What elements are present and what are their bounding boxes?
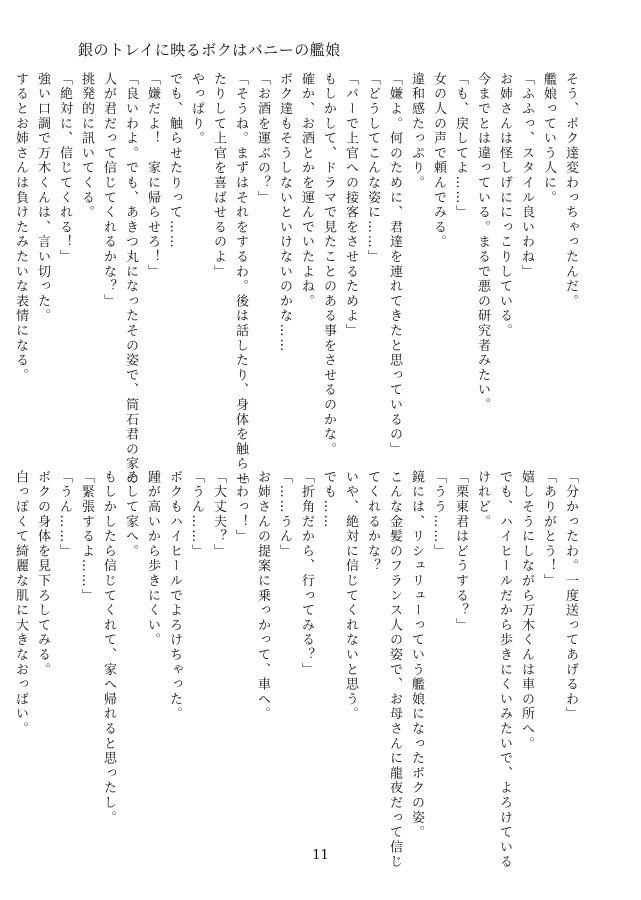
story-title: 銀のトレイに映るボクはバニーの艦娘 xyxy=(78,41,341,59)
text-line: するとお姉さんは負けたみたいな表情になる。 xyxy=(13,72,28,383)
text-line: お姉さんの提案に乗っかって、車へ。 xyxy=(255,470,270,722)
text-line: 今までとは違っている。まるで悪の研究者みたい。 xyxy=(475,72,490,413)
text-line: でも、ハイヒールだから歩きにくいみたいで、よろけている xyxy=(497,470,512,870)
text-line: 「どうしてこんな姿に……」 xyxy=(365,72,380,265)
text-line: いや、絶対に信じてくれないと思う。 xyxy=(343,470,358,722)
text-line: 「緊張するよ……」 xyxy=(79,470,94,604)
text-line: 「嫌よ。何のために、君達を連れてきたと思っているの」 xyxy=(387,72,402,457)
text-line: 人が君だって信じてくれるかな？」 xyxy=(101,72,116,309)
text-line: 強い口調で万木くんは、言い切った。 xyxy=(35,72,50,324)
text-line: 「……うん」 xyxy=(277,470,292,559)
text-line: お姉さんは怪しげににっこりしている。 xyxy=(497,72,512,339)
text-line: けれど。 xyxy=(475,470,490,530)
text-line: 「わっ！」 xyxy=(233,470,248,544)
text-line: こんな金髪のフランス人の姿で、お母さんに龍夜だって信じ xyxy=(387,470,402,870)
text-line: 「ありがとう！」 xyxy=(541,470,556,589)
text-line: 「分かったわ。一度送ってあげるわ」 xyxy=(563,470,578,722)
text-line: 「栗東君はどうする？」 xyxy=(453,470,468,633)
text-line: そして家へ。 xyxy=(123,470,138,559)
text-line: たりして上官を喜ばせるのよ」 xyxy=(211,72,226,280)
text-line: ボクもハイヒールでよろけちゃった。 xyxy=(167,470,182,722)
text-line: 女の人の声で頼んでみる。 xyxy=(431,72,446,250)
text-line: 「うん……」 xyxy=(57,470,72,559)
text-line: 踵が高いから歩きにくい。 xyxy=(145,470,160,648)
text-line: 「大丈夫？」 xyxy=(211,470,226,559)
text-line: 「良いわよ。でも、あきつ丸になったその姿で、筒石君の家の xyxy=(123,72,138,487)
text-line: もしかしたら信じてくれて、家へ帰れると思ったし。 xyxy=(101,470,116,826)
text-line: 「折角だから、行ってみる？」 xyxy=(299,470,314,678)
text-line: てくれるかな？ xyxy=(365,470,380,574)
text-line: ボクの身体を見下ろしてみる。 xyxy=(35,470,50,678)
text-line: もしかして、ドラマで見たことのある事をさせるのかな。 xyxy=(321,72,336,457)
text-line: 「ふふっ、スタイル良いわね」 xyxy=(519,72,534,280)
text-line: ボク達もそうしないといけないのかな…… xyxy=(277,72,292,354)
text-line: 確か、お酒とかを運んでいたよね。 xyxy=(299,72,314,309)
text-line: 「お酒を運ぶの？」 xyxy=(255,72,270,206)
text-line: 鏡には、リシュリューっていう艦娘になったボクの姿。 xyxy=(409,470,424,840)
text-line: 「うう……」 xyxy=(431,470,446,559)
text-line: 嬉しそうにしながら万木くんは車の所へ。 xyxy=(519,470,534,752)
text-line: やっぱり。 xyxy=(189,72,204,146)
text-line: 艦娘っていう人に。 xyxy=(541,72,556,206)
text-line: 「嫌だよ！ 家に帰らせろ！」 xyxy=(145,72,160,280)
text-line: 「うん……」 xyxy=(189,470,204,559)
text-line: 「そうね。まずはそれをするわ。後は話したり、身体を触らせ xyxy=(233,72,248,487)
text-line: 挑発的に訊いてくる。 xyxy=(79,72,94,220)
text-line: そう、ボク達変わっちゃったんだ。 xyxy=(563,72,578,309)
text-line: でも…… xyxy=(321,470,336,530)
text-line: 「も、戻してよ……」 xyxy=(453,72,468,220)
page-number: 11 xyxy=(312,848,329,863)
text-line: 違和感たっぷり。 xyxy=(409,72,424,191)
text-line: 「バーで上官への接客をさせるためよ」 xyxy=(343,72,358,339)
text-line: 「絶対に、信じてくれる！」 xyxy=(57,72,72,265)
upper-text-block xyxy=(9,72,581,487)
text-line: でも、触らせたりって…… xyxy=(167,72,182,250)
text-line: 白っぽくて綺麗な肌に大きなおっぱい。 xyxy=(13,470,28,737)
